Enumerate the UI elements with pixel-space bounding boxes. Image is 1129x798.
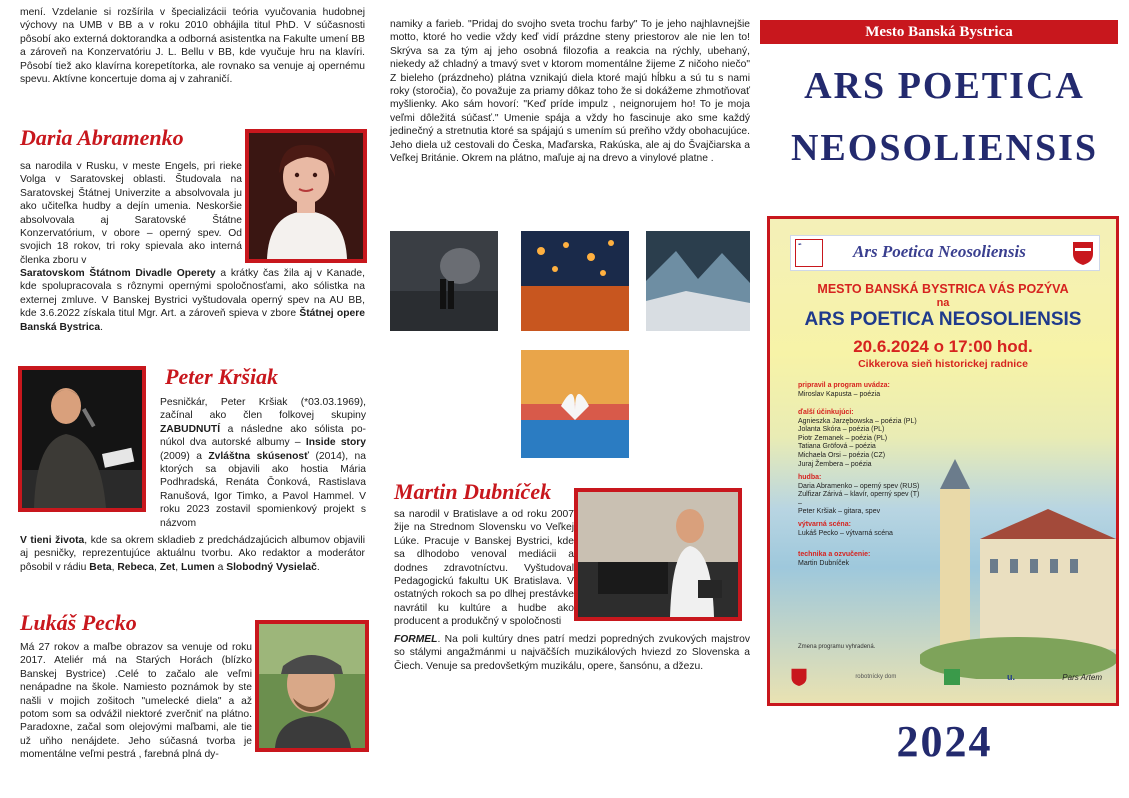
daria-bold-opera: Štátnej opere Banská Bystrica [20, 308, 365, 333]
peter-t7: , [154, 561, 157, 573]
martin-text: sa narodil v Bratislave a od roku 2007 žije na Strednom Slovensku vo Veľkej Lúke. Pracuje v Banskej Bystrici, kde sa dlhodobo venoval mediácii a dodnes zdravotníctvu. Vyštudoval Pedagogickú fakultu UK Bratislava. V ostatných rokoch sa po dlhej prestávke navrátil ku kultúre a hudbe ako producent a produkčný v spoločnosti [394, 509, 574, 628]
poster-prep-label: pripravil a program uvádza: [798, 382, 890, 389]
peter-b1: ZABUDNUTÍ [160, 423, 221, 435]
sponsor-logo: robotnícky dom [855, 674, 897, 680]
intro-paragraph: mení. Vzdelanie si rozšírila v špecializácii teória vyučovania hudobnej výchovy na UMB v BB a v roku 2010 obhájila titul PhD. V súčasnosti pôsobí ako externá doktorandka a odborná asistentka na Fakulte umení BB a zároveň na Konzervatóriu J. L. Bellu v BB, kde vyučuje hru na klavíri. Pôsobí tiež ako klavírna korepetítorka, ale rovnako sa venuje aj opernému spevu. Aktívne koncertuje doma aj v zahraničí. [20, 7, 365, 86]
sponsor-logo: u. [1006, 672, 1015, 682]
poster-music-block [798, 474, 919, 517]
column-middle [380, 0, 758, 798]
artwork-swans [521, 350, 629, 458]
poster-music-label: hudba: [798, 474, 822, 481]
peter-b8: Lumen [180, 561, 215, 573]
poster-tech-name: Martin Dubníček [798, 559, 849, 567]
poster-others-block [798, 409, 917, 469]
peter-t10: . [316, 561, 320, 573]
lukas-photo [255, 620, 369, 752]
peter-b9: Slobodný Vysielač [226, 561, 317, 573]
poster-prep-name: Miroslav Kapusta – poézia [798, 390, 881, 398]
martin-text-continued: . Na poli kultúry dnes patrí medzi popredných zvukových majstrov so stálymi angažmánmi u najväčších muzikálových hviezd zo Slovenska a Čiech. Venuje sa predovšetkým muzikálu, opere, šansónu, a džezu. [394, 634, 750, 672]
poster-other-item: Agnieszka Jarzębowska – poézia (PL) [798, 417, 917, 425]
poster-prep-block [798, 382, 890, 399]
peter-b5: Beta [89, 561, 112, 573]
sponsor-coat-icon [790, 667, 808, 687]
poster-music-item: Daria Abramenko – operný spev (RUS) [798, 482, 920, 490]
peter-text-a [160, 396, 366, 530]
peter-b6: Rebeca [117, 561, 154, 573]
poster-art-block [798, 521, 893, 538]
poster-date: 20.6.2024 o 17:00 hod. [853, 337, 1033, 356]
poster-art-name: Lukáš Pecko – výtvarná scéna [798, 529, 893, 537]
poster-header [790, 235, 1100, 271]
poster-art-label: výtvarná scéna: [798, 521, 851, 528]
lukas-text [20, 641, 252, 762]
peter-t8: , [175, 561, 179, 573]
daria-text-b [20, 267, 365, 334]
martin-text-b [394, 633, 750, 673]
martin-text-a [394, 508, 574, 629]
peter-t6: , [111, 561, 115, 573]
peter-t4: (2014), na ktorých sa objavili ako hostia Mária Podhradská, Renáta Čonková, Rastislava Ranušová, Igor Timko, a Pavol Hammel. V roku 2023 zostavil spomienkový projekt s názvom [160, 450, 366, 529]
poster-other-item: Michaela Orsi – poézia (CZ) [798, 451, 886, 459]
artwork-rain-couple [390, 231, 498, 331]
peter-b7: Zet [159, 561, 176, 573]
peter-text-b [20, 534, 365, 574]
daria-text: sa narodila v Rusku, v meste Engels, pri rieke Volga v Saratovskej oblasti. Študovala na Saratovskej Štátnej Univerzite a absolvovala ju ako učiteľka hudby a dejín umenia. Neskoršie absolvovala aj Saratovské Štátne Konzervatórium, v obore – operný spev. Od svojich 18 rokov, tri roky spievala ako interná členka zboru v [20, 161, 242, 266]
poster-note: Zmena programu vyhradená. [798, 644, 876, 650]
daria-text-continued: a krátky čas žila aj v Kanade, kde spolupracovala s rôznymi opernými spoločnosťami, ako sólistka na externej zmluve. V Banskej Bystrici vyštudovala operný spev na AU BB, kde 3.6.2022 získala titul Mgr. Art. a zároveň spieva v zbore [20, 268, 365, 320]
peter-photo [18, 366, 146, 512]
poster-other-item: Juraj Žembera – poézia [798, 460, 872, 468]
peter-b2: Inside story [305, 437, 366, 449]
daria-photo [245, 129, 367, 263]
martin-heading: Martin Dubníček [394, 479, 552, 504]
lukas-text-body: Má 27 rokov a maľbe obrazov sa venuje od roku 2017. Ateliér má na Starých Horách (blízko Banskej Bystrice) .Celé to začalo ale veľmi nenápadne na škole. Namiesto poznámok by ste našli v mojich zošitoch "umelecké diela" a až potom som sa odvážil niektoré zverčniť na plátno. Paradoxne, začal som olejovými maľbami, ale tie už uňho nenájdete. Jeho súčasná tvorba je momentálne veľmi pestrá , farebná plná dy- [20, 642, 252, 761]
peter-t2: a následne ako sólista po-núkol dva autorské albumy – [160, 423, 366, 449]
artwork-lanterns [521, 231, 629, 331]
year-label: 2024 [896, 717, 993, 766]
peter-t5: , kde sa okrem skladieb z predchádzajúcich albumov objavili aj pesničky, reprezentujúce aktuálnu tvorbu. Ako redaktor a moderátor pôsobil v rádiu [20, 535, 365, 573]
sponsor-green-icon [944, 669, 960, 685]
poster-music-item: Zulfizar Zárivá – klavír, operný spev (T) [798, 491, 920, 499]
poster-other-item: Tatiana Gröfová – poézia [798, 443, 876, 451]
martin-bold-formel: FORMEL [394, 634, 438, 645]
lukas-continued-text: namiky a farieb. "Pridaj do svojho sveta trochu farby" To je jeho najhlavnejšie motto, ktoré ho vedie vždy keď vidí prázdne steny priestorov ale nie len to! Skrýva sa za tým aj jeho osobná filozofia a reakcia na rýchly, ubehaný, niekedy až chladný a tmavý svet v ktorom momentálne žijeme Z ničoho niečo" Z bieleho (prázdneho) plátna vznikajú diela ktoré majú hĺbku a sú tu s nami roky (storočia), čo považuje za priamy dôkaz toho že si dokážeme zhmotňovať myšlienky. Ako sám hovorí: "Keď príde impulz , neignorujem ho! To je moja veľmi dôležitá súčasť." Umenie spája a vždy ho fascinuje ako sme každý jedinečný a stretnutia ktoré sa spájajú s umením sú preňho vždy obohacujúce. Jeho diela už cestovali do Česka, Maďarska, Rakúska, ale aj do Švajčiarska a Veľkej Británie. Okrem na plátno, maľuje aj na drevo a vinylové platne . [390, 19, 750, 165]
peter-t9: a [217, 561, 224, 573]
poster-header-title: Ars Poetica Neosoliensis [853, 242, 1026, 261]
daria-text-a [20, 160, 242, 267]
poster-sponsor-logos [790, 662, 1102, 692]
event-poster [767, 216, 1119, 706]
poster-venue: Cikkerova sieň historickej radnice [858, 358, 1028, 370]
poster-event-name: ARS POETICA NEOSOLIENSIS [804, 309, 1082, 330]
poster-invite-line: MESTO BANSKÁ BYSTRICA VÁS POZÝVA [817, 282, 1069, 296]
poster-music-item: Peter Kršiak – gitara, spev [798, 508, 881, 516]
peter-t1: Pesničkár, Peter Kršiak (*03.03.1969), začínal ako člen folkovej skupiny [160, 397, 366, 422]
poster-other-item: Jolanta Skóra – poézia (PL) [798, 426, 885, 434]
peter-t3: (2009) a [160, 450, 202, 462]
main-title-line1: ARS POETICA [804, 65, 1085, 107]
poster-tech-label: technika a ozvučenie: [798, 551, 871, 558]
poster-townhall-illustration [920, 449, 1116, 679]
poster-tech-block [798, 551, 870, 568]
artwork-mountains [646, 231, 750, 331]
main-title-line2: NEOSOLIENSIS [790, 127, 1098, 169]
column-left [0, 0, 372, 798]
martin-photo [574, 488, 742, 621]
city-banner: Mesto Banská Bystrica [760, 20, 1118, 44]
daria-bold-theatre: Saratovskom Štátnom Divadle Operety [20, 268, 216, 279]
poster-logo-left: ✒ [795, 239, 823, 267]
daria-heading: Daria Abramenko [20, 125, 184, 150]
peter-b4: V tieni života [20, 535, 85, 546]
lukas-heading: Lukáš Pecko [20, 610, 137, 635]
poster-coat-of-arms [1071, 240, 1095, 266]
poster-others-label: ďalší účinkujúci: [798, 409, 854, 416]
sponsor-logo: Pars Artem [1062, 672, 1102, 682]
poster-na: na [936, 297, 950, 309]
poster-music-item: – [798, 499, 802, 507]
poster-other-item: Piotr Zemanek – poézia (PL) [798, 434, 888, 442]
peter-heading: Peter Kršiak [165, 364, 279, 389]
peter-b3: Zvláštna skúsenosť [208, 450, 310, 462]
daria-text-end: . [100, 321, 104, 333]
